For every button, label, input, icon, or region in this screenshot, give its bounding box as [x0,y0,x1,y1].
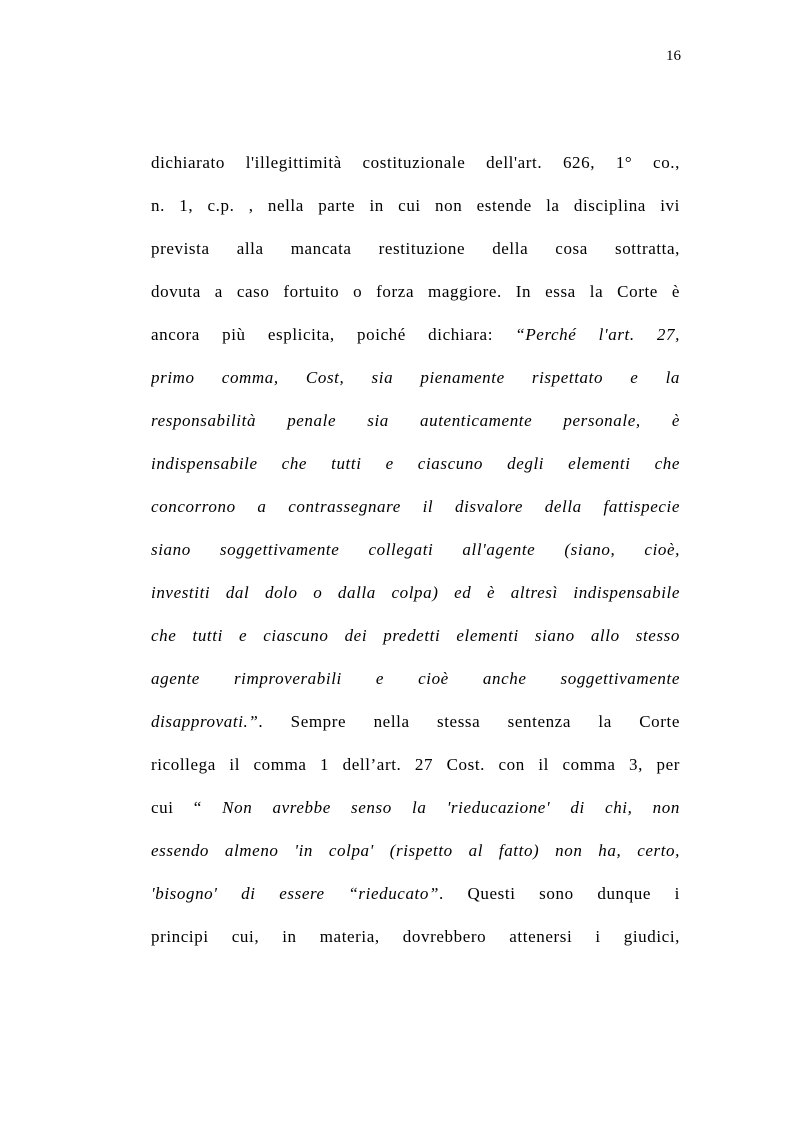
quotation-line: primo comma, Cost, sia pienamente rispettato e la [151,368,680,387]
page-number: 16 [666,48,681,64]
text-line: dichiarato l'illegittimità costituzionale dell'art. 626, 1° co., [151,153,680,172]
quotation-text: disapprovati.” [151,712,259,731]
text-line: disapprovati.”. Sempre nella stessa sentenza la Corte [151,712,680,731]
quotation-line: agente rimproverabili e cioè anche soggettivamente [151,669,680,688]
text-line: ancora più esplicita, poiché dichiara: “Perché l'art. 27, [151,325,680,344]
text-line: principi cui, in materia, dovrebbero attenersi i giudici, [151,927,680,946]
quotation-line: essendo almeno 'in colpa' (rispetto al fatto) non ha, certo, [151,841,680,860]
text-line: prevista alla mancata restituzione della cosa sottratta, [151,239,680,258]
quotation-line: che tutti e ciascuno dei predetti elementi siano allo stesso [151,626,680,645]
text-line: ricollega il comma 1 dell’art. 27 Cost. con il comma 3, per [151,755,680,774]
quotation-text: 'bisogno' di essere “rieducato” [151,884,440,903]
quotation-line: investiti dal dolo o dalla colpa) ed è altresì indispensabile [151,583,680,602]
text-line: cui “ Non avrebbe senso la 'rieducazione' di chi, non [151,798,680,817]
quotation-line: siano soggettivamente collegati all'agente (siano, cioè, [151,540,680,559]
quotation-line: responsabilità penale sia autenticamente personale, è [151,411,680,430]
quotation-line: concorrono a contrassegnare il disvalore della fattispecie [151,497,680,516]
text-line: n. 1, c.p. , nella parte in cui non estende la disciplina ivi [151,196,680,215]
quotation-line: indispensabile che tutti e ciascuno degli elementi che [151,454,680,473]
quotation-text: “Perché l'art. 27, [515,325,680,344]
quotation-text: Non avrebbe senso la 'rieducazione' di chi, non [222,798,680,817]
text-line: dovuta a caso fortuito o forza maggiore. In essa la Corte è [151,282,680,301]
text-line: 'bisogno' di essere “rieducato”. Questi sono dunque i [151,884,680,903]
